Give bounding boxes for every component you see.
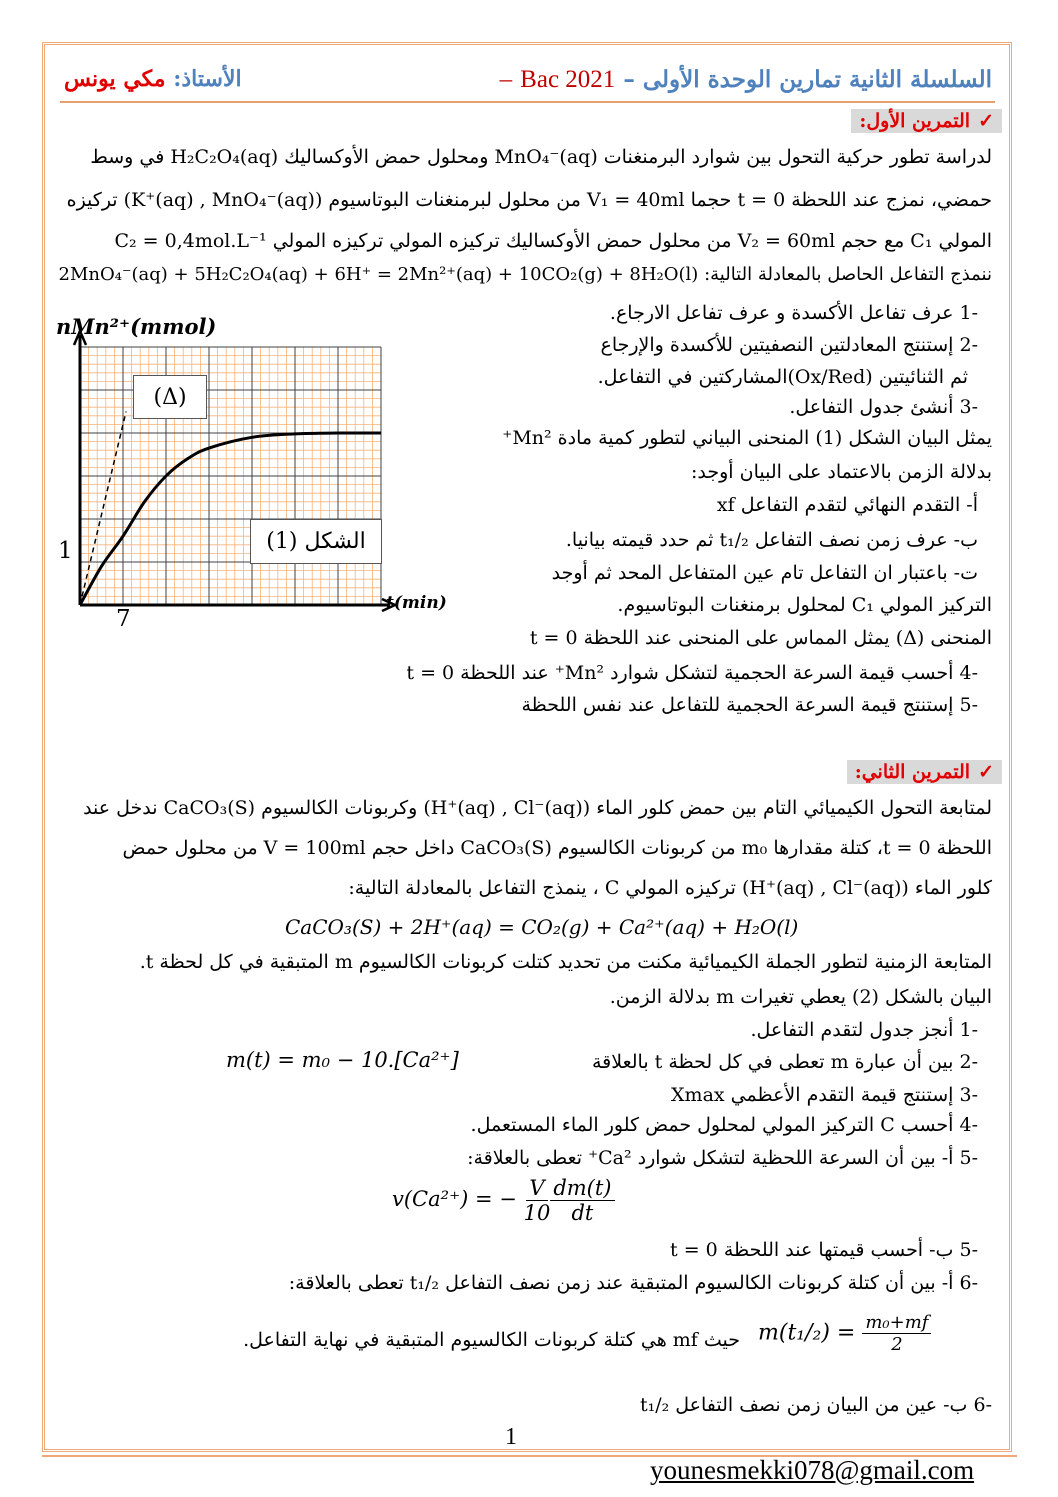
y-tick-label: 1 xyxy=(58,538,73,564)
relation-m: m(t) = m₀ − 10.[Ca²⁺] xyxy=(226,1048,459,1072)
ex1-line: لدراسة تطور حركية التحول بين شوارد البرمنغنات MnO₄⁻(aq) ومحلول حمض الأوكساليك H₂C₂O₄(aq) في وسط xyxy=(90,146,992,168)
teacher-label: الأستاذ: xyxy=(173,66,242,92)
ex2-line: لمتابعة التحول الكيميائي التام بين حمض كلور الماء (H⁺(aq) , Cl⁻(aq)) وكربونات الكالسيوم CaCO₃(S) ندخل عند xyxy=(83,797,992,819)
half-life-formula xyxy=(758,1312,931,1355)
page-number: 1 xyxy=(505,1424,517,1450)
fraction-dm-dt xyxy=(550,1176,614,1225)
ex1-text: بدلالة الزمن بالاعتماد على البيان أوجد: xyxy=(691,461,992,483)
numerator: m₀+mf xyxy=(862,1312,931,1334)
fraction-m0-mf xyxy=(862,1312,931,1355)
exercise1-title xyxy=(851,109,1002,133)
teacher-name: مكي يونس xyxy=(64,66,166,92)
numerator: V xyxy=(526,1176,547,1201)
graph-svg xyxy=(50,310,470,640)
ex2-equation: CaCO₃(S) + 2H⁺(aq) = CO₂(g) + Ca²⁺(aq) + H₂O(l) xyxy=(285,915,799,939)
numerator: dm(t) xyxy=(550,1176,614,1201)
exercise2-title xyxy=(847,760,1002,784)
exercise2-title-text: التمرين الثاني: xyxy=(854,761,971,783)
ex1-question: -1 عرف تفاعل الأكسدة و عرف تفاعل الارجاع. xyxy=(609,302,978,324)
tangent-label: (Δ) xyxy=(133,375,207,419)
exercise1-title-text: التمرين الأول: xyxy=(859,110,971,132)
ex1-text: يمثل البيان الشكل (1) المنحنى البياني لتطور كمية مادة Mn²⁺ xyxy=(502,427,992,449)
ex1-question: -2 إستنتج المعادلتين النصفيتين للأكسدة والإرجاع xyxy=(600,334,978,356)
series-title-text: السلسلة الثانية تمارين الوحدة الأولى – xyxy=(623,66,992,93)
header-divider xyxy=(60,101,995,103)
ex1-question: -5 إستنتج قيمة السرعة الحجمية للتفاعل عند نفس اللحظة xyxy=(521,694,978,716)
ex2-question: -6 ب- عين من البيان زمن نصف التفاعل t₁/₂ xyxy=(639,1394,992,1416)
ex1-equation-line: ننمذج التفاعل الحاصل بالمعادلة التالية: 2MnO₄⁻(aq) + 5H₂C₂O₄(aq) + 6H⁺ = 2Mn²⁺(aq) + 10CO₂(g) + 8H₂O(l) xyxy=(58,264,992,285)
ex2-question: -5 ب- أحسب قيمتها عند اللحظة t = 0 xyxy=(670,1239,978,1261)
check-icon: ✓ xyxy=(978,110,994,132)
ex1-question: أ- التقدم النهائي لتقدم التفاعل xf xyxy=(716,494,978,516)
ex2-question: -4 أحسب C التركيز المولي لمحلول حمض كلور الماء المستعمل. xyxy=(470,1114,978,1136)
ex2-line: المتابعة الزمنية لتطور الجملة الكيميائية مكنت من تحديد كتلت كربونات الكالسيوم m المتبقية في كل لحظة t. xyxy=(139,951,992,973)
ex2-line: كلور الماء (H⁺(aq) , Cl⁻(aq)) تركيزه المولي C ، ينمذج التفاعل بالمعادلة التالية: xyxy=(348,877,992,899)
denominator: dt xyxy=(571,1201,594,1225)
ex2-line: البيان بالشكل (2) يعطي تغيرات m بدلالة الزمن. xyxy=(609,986,992,1008)
x-tick-label: 7 xyxy=(116,606,131,632)
ex2-text: حيث mf هي كتلة كربونات الكالسيوم المتبقية في نهاية التفاعل. xyxy=(243,1329,740,1351)
ex1-question: -4 أحسب قيمة السرعة الحجمية لتشكل شوارد Mn²⁺ عند اللحظة t = 0 xyxy=(406,662,978,684)
fraction-v-10 xyxy=(524,1176,551,1225)
ex2-line: اللحظة t = 0، كتلة مقدارها m₀ من كربونات الكالسيوم CaCO₃(S) داخل حجم V = 100ml من محلول حمض xyxy=(122,837,992,859)
figure-1-graph xyxy=(50,310,470,644)
ex2-question: -1 أنجز جدول لتقدم التفاعل. xyxy=(750,1019,978,1041)
half-lhs: m(t₁/₂) = xyxy=(758,1320,856,1346)
ex1-text: التركيز المولي C₁ لمحلول برمنغنات البوتاسيوم. xyxy=(617,594,992,616)
teacher xyxy=(64,66,242,92)
ex2-question: -5 أ- بين أن السرعة اللحظية لتشكل شوارد Ca²⁺ تعطى بالعلاقة: xyxy=(467,1147,978,1169)
check-icon: ✓ xyxy=(978,761,994,783)
figure-label: الشكل (1) xyxy=(250,519,382,564)
ex2-question: -3 إستنتج قيمة التقدم الأعظمي Xmax xyxy=(671,1084,978,1106)
ex1-line: حمضي، نمزج عند اللحظة t = 0 حجما V₁ = 40ml من محلول لبرمنغنات البوتاسيوم (K⁺(aq) , MnO₄⁻(aq)) تركيزه xyxy=(66,189,992,211)
title-dash: – xyxy=(499,66,513,93)
ex1-line: المولي C₁ مع حجم V₂ = 60ml من محلول حمض الأوكساليك تركيزه المولي تركيزه المولي C₂ = 0,4mol.L⁻¹ xyxy=(114,230,992,252)
bac-year: Bac 2021 xyxy=(520,66,616,93)
rate-formula xyxy=(392,1176,615,1225)
ex1-question: ب- عرف زمن نصف التفاعل t₁/₂ ثم حدد قيمته بيانيا. xyxy=(565,529,978,551)
ex1-question: ت- باعتبار ان التفاعل تام عين المتفاعل المحد ثم أوجد xyxy=(551,562,978,584)
ex1-question: ثم الثنائيتين (Ox/Red)المشاركتين في التفاعل. xyxy=(597,366,968,388)
denominator: 2 xyxy=(891,1334,903,1355)
series-title xyxy=(500,66,992,94)
denominator: 10 xyxy=(523,1201,551,1225)
ex1-question: -3 أنشئ جدول التفاعل. xyxy=(789,396,978,418)
ex1-text: المنحنى (Δ) يمثل المماس على المنحنى عند اللحظة t = 0 xyxy=(529,627,992,649)
author-email[interactable]: younesmekki078@gmail.com xyxy=(650,1455,975,1485)
ex2-question: -6 أ- بين أن كتلة كربونات الكالسيوم المتبقية عند زمن نصف التفاعل t₁/₂ تعطى بالعلاقة: xyxy=(288,1272,978,1294)
rate-lhs: v(Ca²⁺) = − xyxy=(392,1187,517,1211)
y-axis-label: nMn²⁺(mmol) xyxy=(56,314,217,339)
tangent-line xyxy=(80,412,126,606)
ex2-question: -2 بين أن عبارة m تعطى في كل لحظة t بالعلاقة xyxy=(591,1051,978,1073)
x-axis-label: t(min) xyxy=(386,593,447,613)
